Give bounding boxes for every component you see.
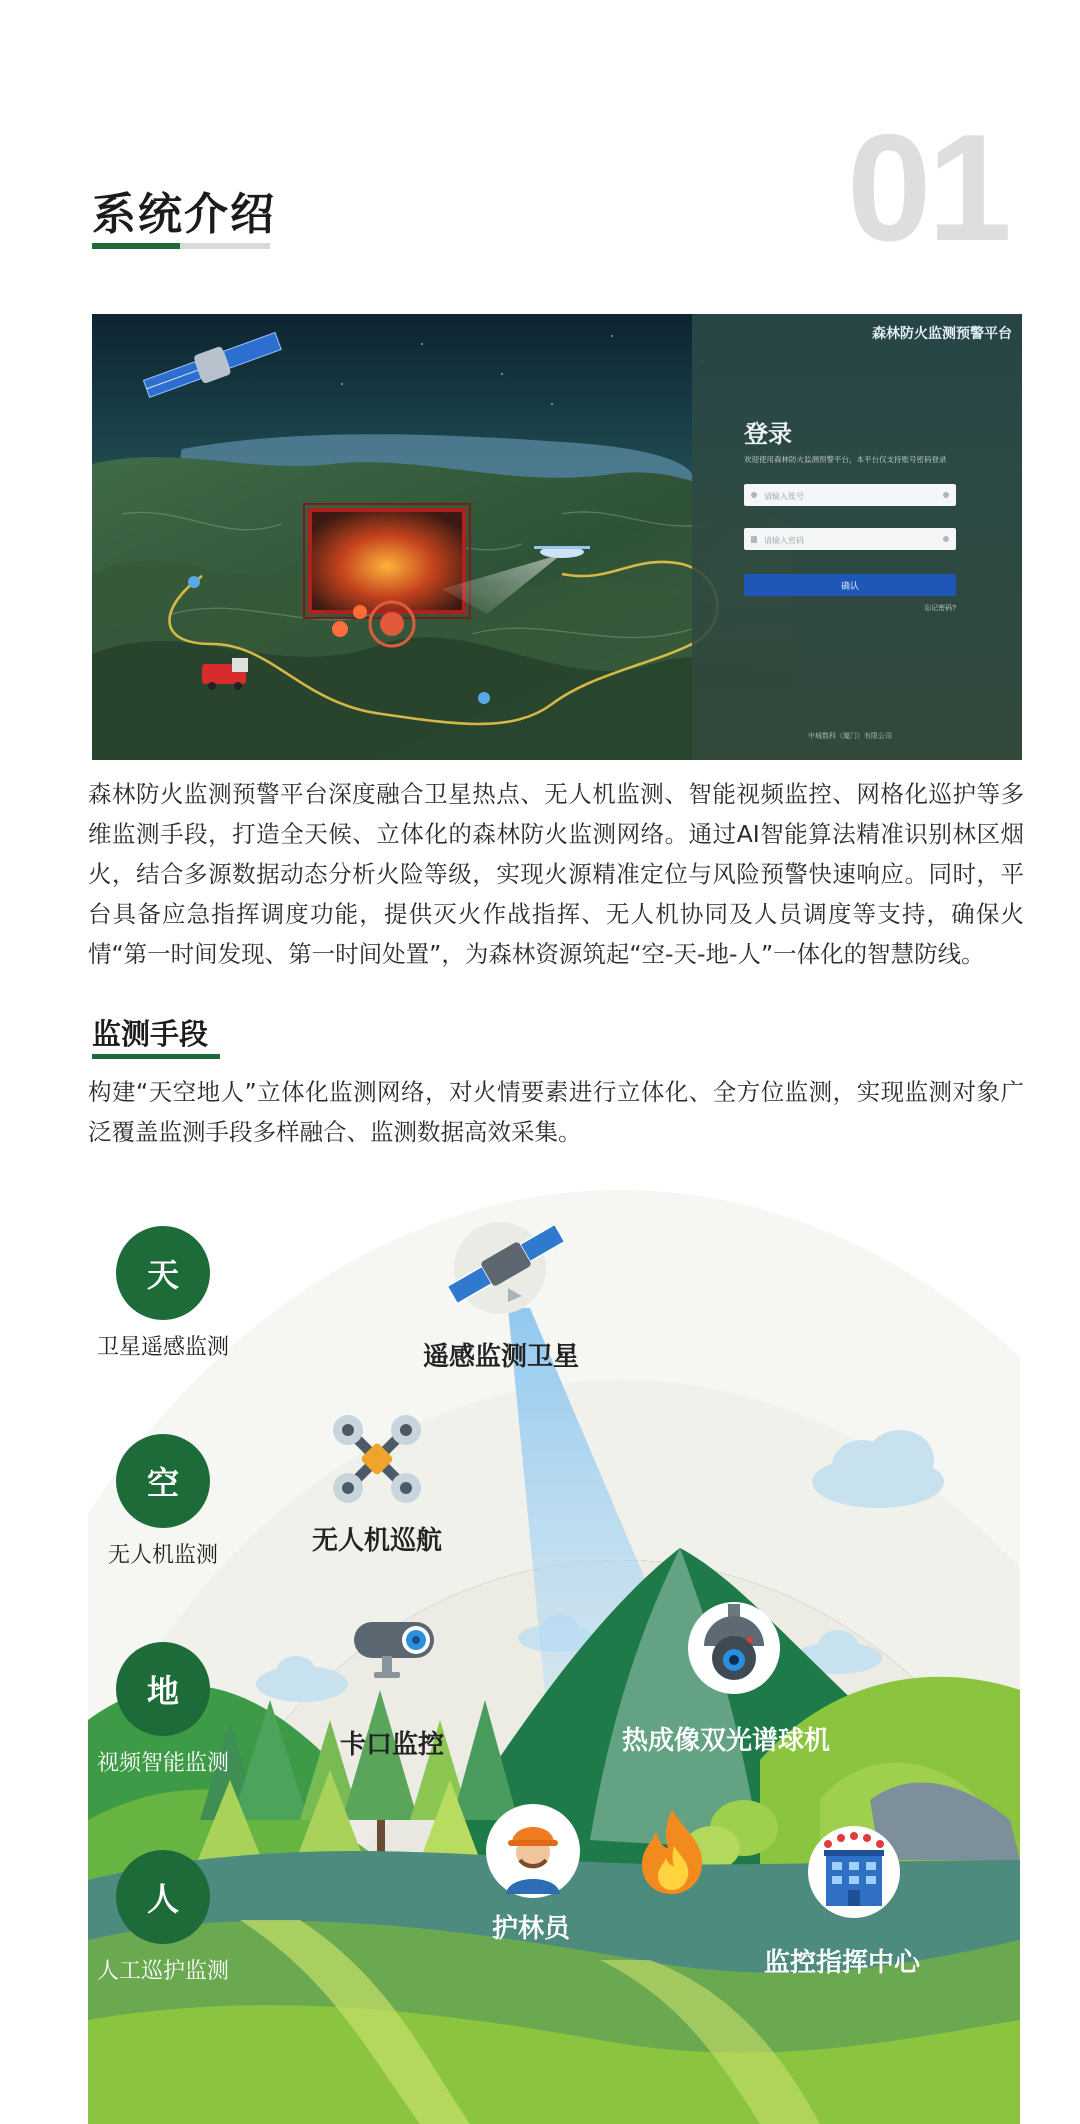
lock-icon xyxy=(751,536,757,543)
checkpoint-label: 卡口监控 xyxy=(340,1730,445,1760)
drone-icon xyxy=(330,1412,424,1506)
monitoring-title: 监测手段 xyxy=(92,1017,209,1051)
command-center-label: 监控指挥中心 xyxy=(764,1948,921,1978)
dome-camera-icon xyxy=(686,1600,782,1696)
level-sky-circle: 天 xyxy=(116,1226,210,1320)
ranger-icon xyxy=(484,1802,582,1900)
title-underline-accent xyxy=(92,243,180,249)
eye-off-icon xyxy=(943,536,949,542)
drone-label: 无人机巡航 xyxy=(312,1526,443,1556)
login-subtitle: 欢迎使用森林防火监测预警平台，本平台仅支持账号密码登录 xyxy=(744,455,947,464)
level-ground-circle: 地 xyxy=(116,1642,210,1736)
fire-icon xyxy=(632,1806,712,1896)
user-icon xyxy=(751,492,757,498)
camera-icon xyxy=(350,1616,446,1686)
intro-paragraph: 森林防火监测预警平台深度融合卫星热点、无人机监测、智能视频监控、网格化巡护等多维监测手段，打造全天候、立体化的森林防火监测网络。通过AI智能算法精准识别林区烟火，结合多源数据动态分析火险等级，实现火源精准定位与风险预警快速响应。同时，平台具备应急指挥调度功能，提供灭火作战指挥、无人机协同及人员调度等支持，确保火情“第一时间发现、第一时间处置”，为森林资源筑起“空-天-地-人”一体化的智慧防线。 xyxy=(88,780,1024,968)
command-center-icon xyxy=(806,1824,902,1920)
password-placeholder: 请输入密码 xyxy=(764,536,804,545)
level-human-label: 人工巡护监测 xyxy=(96,1959,229,1984)
login-button-label: 确认 xyxy=(840,581,860,591)
ranger-label: 护林员 xyxy=(492,1914,571,1944)
username-placeholder: 请输入账号 xyxy=(764,492,804,501)
platform-title: 森林防火监测预警平台 xyxy=(872,325,1012,341)
eye-icon xyxy=(943,492,949,498)
platform-map-illustration xyxy=(92,314,1022,760)
login-title: 登录 xyxy=(744,421,792,448)
level-sky-label: 卫星遥感监测 xyxy=(96,1335,229,1360)
thermal-camera-label: 热成像双光谱球机 xyxy=(622,1726,831,1756)
monitoring-description: 构建“天空地人”立体化监测网络，对火情要素进行立体化、全方位监测，实现监测对象广泛覆盖监测手段多样融合、监测数据高效采集。 xyxy=(88,1078,1024,1146)
satellite-icon xyxy=(448,1214,564,1330)
level-air-label: 无人机监测 xyxy=(107,1543,218,1568)
login-footer: 中城数科（厦门）有限公司 xyxy=(808,733,892,740)
forgot-password-link[interactable]: 忘记密码? xyxy=(924,605,956,612)
monitoring-illustration xyxy=(0,1160,1080,2124)
level-human-circle: 人 xyxy=(116,1850,210,1944)
level-air-circle: 空 xyxy=(116,1434,210,1528)
level-ground-label: 视频智能监测 xyxy=(96,1751,229,1776)
section-title: 系统介绍 xyxy=(92,189,276,240)
monitoring-underline xyxy=(92,1054,220,1059)
section-number: 01 xyxy=(846,103,1008,273)
platform-screenshot xyxy=(92,314,1022,760)
satellite-label: 遥感监测卫星 xyxy=(423,1342,580,1372)
